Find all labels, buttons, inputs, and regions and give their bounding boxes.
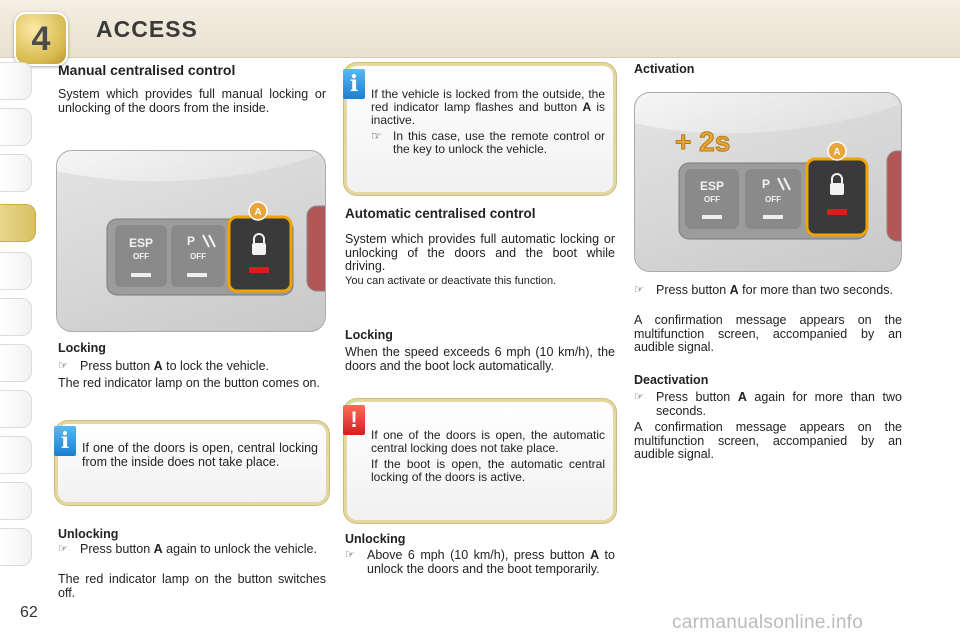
- chapter-tab-3[interactable]: [0, 154, 32, 192]
- page-number: 62: [20, 604, 38, 621]
- red-indicator-lamp: [827, 209, 847, 215]
- unlocking-bullet: [58, 543, 326, 571]
- info-note-doors-open: [58, 424, 326, 502]
- chapter-tab-4-active[interactable]: [0, 204, 36, 242]
- park-off-label: OFF: [765, 195, 781, 204]
- warning-note-door-open-text: If one of the doors is open, the automatic central locking does not take place.: [371, 428, 605, 455]
- locking-bullet: [58, 360, 326, 374]
- unlocking-bullet-text: Press button A again to unlock the vehicle.: [80, 542, 317, 556]
- esp-off-label: OFF: [133, 252, 149, 261]
- automatic-control-intro: System which provides full automatic locking or unlocking of the doors and the boot while driving.: [345, 232, 615, 273]
- central-locking-button-a: [807, 159, 867, 235]
- bullet-hand-icon: ☞: [58, 543, 68, 555]
- info-note-text: If one of the doors is open, central locking from the inside does not take place.: [82, 441, 318, 469]
- button-a-label: A: [833, 147, 841, 158]
- chapter-number-badge: 4: [14, 12, 68, 66]
- esp-off-label: OFF: [704, 195, 720, 204]
- padlock-icon: [830, 183, 844, 195]
- warning-icon: !: [343, 405, 365, 435]
- activation-bullet-text: Press button A for more than two seconds.: [656, 283, 893, 297]
- chapter-tab-9[interactable]: [0, 436, 32, 474]
- watermark: carmanualsonline.info: [672, 612, 864, 633]
- warning-note-automatic-locking: [347, 402, 613, 520]
- adjacent-switch-shape: [307, 206, 326, 291]
- info-note-remote-text: In this case, use the remote control or the key to unlock the vehicle.: [393, 129, 605, 156]
- auto-locking-title: Locking: [345, 328, 393, 342]
- chapter-tab-strip: [0, 62, 34, 577]
- dashboard-buttons-drawing: [57, 151, 326, 332]
- park-lamp: [187, 273, 207, 277]
- page-title: ACCESS: [96, 16, 198, 42]
- park-assist-label: P: [186, 234, 196, 248]
- auto-unlocking-bullet-text: Above 6 mph (10 km/h), press button A to unlock the doors and the boot temporarily.: [367, 548, 615, 576]
- locking-title: Locking: [58, 341, 106, 355]
- button-a-label: A: [254, 207, 262, 218]
- locking-bullet-text: Press button A to lock the vehicle.: [80, 359, 269, 373]
- bullet-hand-icon: ☞: [345, 549, 355, 561]
- chapter-tab-10[interactable]: [0, 482, 32, 520]
- auto-unlocking-bullet: [345, 549, 615, 591]
- chapter-tab-2[interactable]: [0, 108, 32, 146]
- warning-note-boot-open-text: If the boot is open, the automatic central locking of the doors is active.: [371, 457, 605, 484]
- chapter-tab-7[interactable]: [0, 344, 32, 382]
- esp-lamp: [131, 273, 151, 277]
- bullet-hand-icon: ☞: [634, 391, 644, 403]
- chapter-tab-8[interactable]: [0, 390, 32, 428]
- chapter-tab-5[interactable]: [0, 252, 32, 290]
- esp-label: ESP: [128, 236, 154, 250]
- info-note-locked-outside: [347, 66, 613, 192]
- automatic-control-title: Automatic centralised control: [345, 206, 536, 221]
- info-note-locked-outside-content: [371, 88, 605, 159]
- deactivation-bullet-text: Press button A again for more than two seconds.: [656, 390, 903, 418]
- activation-bullet: [634, 284, 902, 312]
- activation-buttons-drawing: [635, 93, 902, 272]
- manual-control-intro: System which provides full manual locking or unlocking of the doors from the inside.: [58, 87, 326, 115]
- automatic-control-intro-note: You can activate or deactivate this function.: [345, 275, 557, 287]
- esp-lamp: [702, 215, 722, 219]
- manual-control-illustration: [56, 150, 326, 332]
- two-second-timer-label: + 2s: [675, 126, 731, 157]
- deactivation-confirmation-text: A confirmation message appears on the multifunction screen, accompanied by an audible signal.: [634, 420, 902, 461]
- info-icon: i: [54, 426, 76, 456]
- bullet-hand-icon: ☞: [634, 284, 644, 296]
- unlocking-title: Unlocking: [58, 527, 119, 541]
- locking-text: The red indicator lamp on the button comes on.: [58, 376, 320, 390]
- activation-illustration: [634, 92, 902, 272]
- manual-control-title: Manual centralised control: [58, 62, 236, 78]
- chapter-tab-11[interactable]: [0, 528, 32, 566]
- esp-label: ESP: [699, 179, 725, 193]
- deactivation-bullet: [634, 391, 902, 419]
- info-note-remote-bullet: [371, 130, 605, 156]
- chapter-tab-6[interactable]: [0, 298, 32, 336]
- bullet-hand-icon: ☞: [58, 360, 68, 372]
- park-lamp: [763, 215, 783, 219]
- auto-locking-text: When the speed exceeds 6 mph (10 km/h), the doors and the boot lock automatically.: [345, 345, 615, 373]
- activation-title: Activation: [634, 62, 695, 76]
- info-note-locked-outside-text: If the vehicle is locked from the outside, the red indicator lamp flashes and button A is inactive.: [371, 87, 606, 127]
- red-indicator-lamp: [249, 267, 269, 273]
- chapter-tab-1[interactable]: [0, 62, 32, 100]
- info-icon: i: [343, 69, 365, 99]
- adjacent-switch-shape: [887, 151, 902, 241]
- auto-unlocking-title: Unlocking: [345, 532, 406, 546]
- unlocking-text: The red indicator lamp on the button switches off.: [58, 572, 326, 600]
- park-off-label: OFF: [190, 252, 206, 261]
- padlock-icon: [252, 243, 266, 255]
- activation-confirmation-text: A confirmation message appears on the multifunction screen, accompanied by an audible signal.: [634, 313, 902, 354]
- park-assist-label: P: [761, 177, 771, 191]
- warning-note-content: [371, 429, 605, 487]
- bullet-hand-icon: ☞: [371, 129, 382, 143]
- deactivation-title: Deactivation: [634, 373, 709, 387]
